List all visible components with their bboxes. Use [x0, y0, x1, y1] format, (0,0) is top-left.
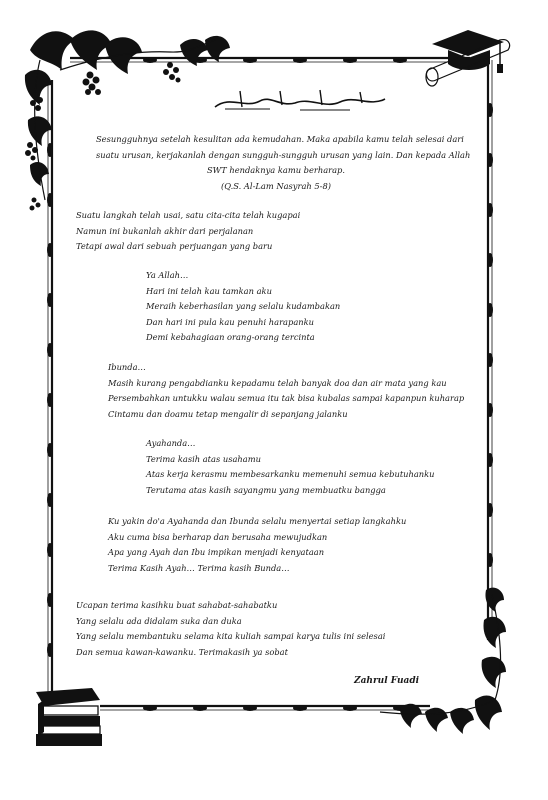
poem-line: Atas kerja kerasmu membesarkanku memenuhi semua kebutuhanku: [146, 469, 435, 480]
poem-line: Terima kasih atas usahamu: [146, 453, 261, 464]
books-stack-icon: [36, 688, 102, 746]
poem-line: Terutama atas kasih sayangmu yang membuatku bangga: [146, 484, 386, 495]
poem-line: Ucapan terima kasihku buat sahabat-sahabatku: [76, 600, 278, 610]
bismillah-calligraphy: [210, 87, 390, 113]
stanza-6: [76, 598, 385, 660]
poem-line: Aku cuma bisa berharap dan berusaha mewujudkan: [108, 531, 328, 542]
verse-line: suatu urusan, kerjakanlah dengan sungguh-sungguh urusan yang lain. Dan kepada Allah: [96, 149, 471, 160]
poem-line: Demi kebahagiaan orang-orang tercinta: [146, 332, 315, 343]
poem-line: Tetapi awal dari sebuah perjuangan yang baru: [76, 241, 273, 252]
stanza-1: [76, 208, 300, 255]
verse-block: [96, 132, 471, 194]
poem-line: Dan semua kawan-kawanku. Terimakasih ya sobat: [76, 646, 288, 657]
poem-line: Ku yakin do'a Ayahanda dan Ibunda selalu menyertai setiap langkahku: [108, 516, 407, 526]
poem-line: Dan hari ini pula kau penuhi harapanku: [146, 316, 314, 327]
stanza-5: [108, 514, 406, 576]
poem-line: Meraih keberhasilan yang selalu kudambakan: [146, 301, 341, 312]
verse-line: SWT hendaknya kamu berharap.: [206, 165, 346, 176]
author-signature: Zahrul Fuadi: [354, 676, 420, 686]
poem-line: Suatu langkah telah usai, satu cita-cita telah kugapai: [76, 210, 301, 220]
poem-line: Namun ini bukanlah akhir dari perjalanan: [76, 225, 254, 236]
poem-line: Apa yang Ayah dan Ibu impikan menjadi kenyataan: [108, 547, 325, 558]
stanza-3: [108, 360, 464, 422]
verse-reference: (Q.S. Al-Lam Nasyrah 5-8): [221, 180, 331, 191]
poem-line: Terima Kasih Ayah… Terima kasih Bunda…: [108, 562, 290, 573]
poem-line: Ibunda…: [108, 362, 146, 372]
stanza-2: [146, 268, 340, 346]
poem-line: Yang selalu membantuku selama kita kuliah sampai karya tulis ini selesai: [76, 631, 386, 642]
poem-line: Hari ini telah kau tamkan aku: [146, 285, 272, 296]
poem-line: Cintamu dan doamu tetap mengalir di sepanjang jalanku: [108, 408, 348, 419]
poem-line: Ayahanda…: [146, 438, 196, 448]
poem-line: Persembahkan untukku walau semua itu tak bisa kubalas sampai kapanpun kuharap: [108, 393, 465, 404]
poem-line: Ya Allah…: [146, 270, 189, 280]
verse-line: Sesungguhnya setelah kesulitan ada kemudahan. Maka apabila kamu telah selesai dari: [96, 134, 464, 144]
poem-line: Masih kurang pengabdianku kepadamu telah banyak doa dan air mata yang kau: [108, 377, 447, 388]
stanza-4: [146, 436, 435, 498]
poem-line: Yang selalu ada didalam suka dan duka: [76, 615, 242, 626]
